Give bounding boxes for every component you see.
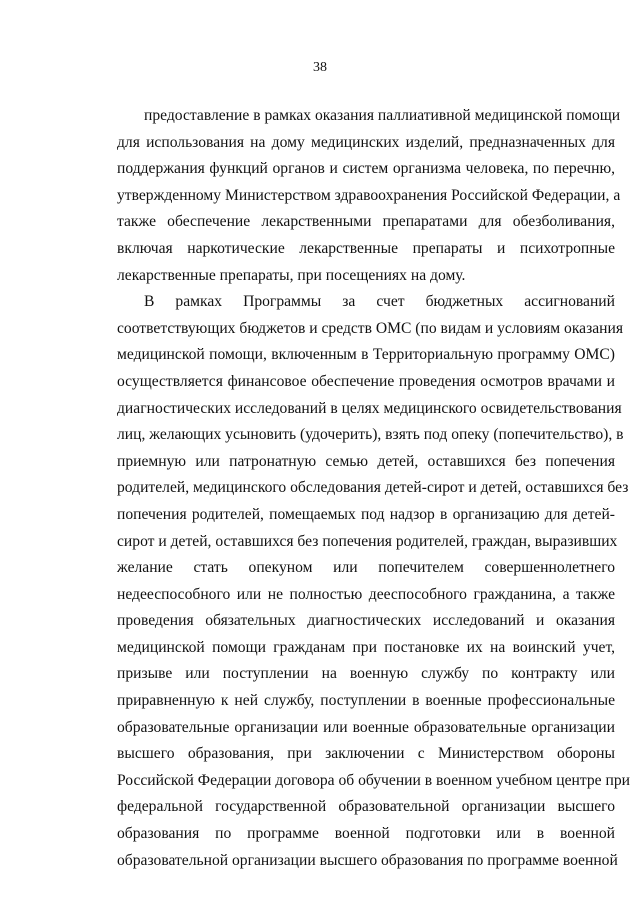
text-line: В рамках Программы за счет бюджетных ассигнований <box>144 293 615 311</box>
text-line: для использования на дому медицинских изделий, предназначенных для <box>117 133 615 151</box>
text-line: предоставление в рамках оказания паллиативной медицинской помощи <box>144 107 621 124</box>
text-line: призыве или поступлении на военную службу по контракту или <box>117 665 615 683</box>
text-line: образования по программе военной подготовки или в военной <box>117 825 615 843</box>
text-line: включая наркотические лекарственные препараты и психотропные <box>117 239 615 257</box>
text-line: родителей, медицинского обследования детей-сирот и детей, оставшихся без <box>117 479 629 497</box>
text-line: образовательные организации или военные образовательные организации <box>117 718 615 736</box>
text-line: диагностических исследований в целях медицинского освидетельствования <box>117 399 622 417</box>
text-line: приравненную к ней службу, поступлении в военные профессиональные <box>117 692 615 710</box>
text-line: медицинской помощи, включенным в Территориальную программу ОМС) <box>117 346 615 364</box>
text-line: федеральной государственной образовательной организации высшего <box>117 798 615 816</box>
text-line: соответствующих бюджетов и средств ОМС (по видам и условиям оказания <box>117 319 624 337</box>
text-line: высшего образования, при заключении с Министерством обороны <box>117 745 615 763</box>
text-line: лекарственные препараты, при посещениях на дому. <box>117 266 466 284</box>
text-line: также обеспечение лекарственными препаратами для обезболивания, <box>117 213 615 231</box>
text-line: желание стать опекуном или попечителем совершеннолетнего <box>117 559 615 577</box>
text-line: поддержания функций органов и систем организма человека, по перечню, <box>117 160 615 178</box>
paragraph-budget-funding <box>117 289 630 874</box>
text-line: медицинской помощи гражданам при постановке их на воинский учет, <box>117 638 615 656</box>
body-text <box>117 103 630 874</box>
text-line: недееспособного или не полностью дееспособного гражданина, а также <box>117 585 615 603</box>
text-line: приемную или патронатную семью детей, оставшихся без попечения <box>117 452 615 470</box>
page-number: 38 <box>313 60 327 75</box>
text-line: попечения родителей, помещаемых под надзор в организацию для детей- <box>117 505 615 523</box>
text-line: образовательной организации высшего образования по программе военной <box>117 851 618 869</box>
text-line: сирот и детей, оставшихся без попечения родителей, граждан, выразивших <box>117 532 618 550</box>
text-line: лиц, желающих усыновить (удочерить), взять под опеку (попечительство), в <box>117 426 624 444</box>
text-line: проведения обязательных диагностических исследований и оказания <box>117 612 615 630</box>
text-line: утвержденному Министерством здравоохранения Российской Федерации, а <box>117 186 621 204</box>
text-line: Российской Федерации договора об обучении в военном учебном центре при <box>117 771 630 789</box>
paragraph-palliative-care <box>117 103 621 289</box>
text-line: осуществляется финансовое обеспечение проведения осмотров врачами и <box>117 372 615 390</box>
